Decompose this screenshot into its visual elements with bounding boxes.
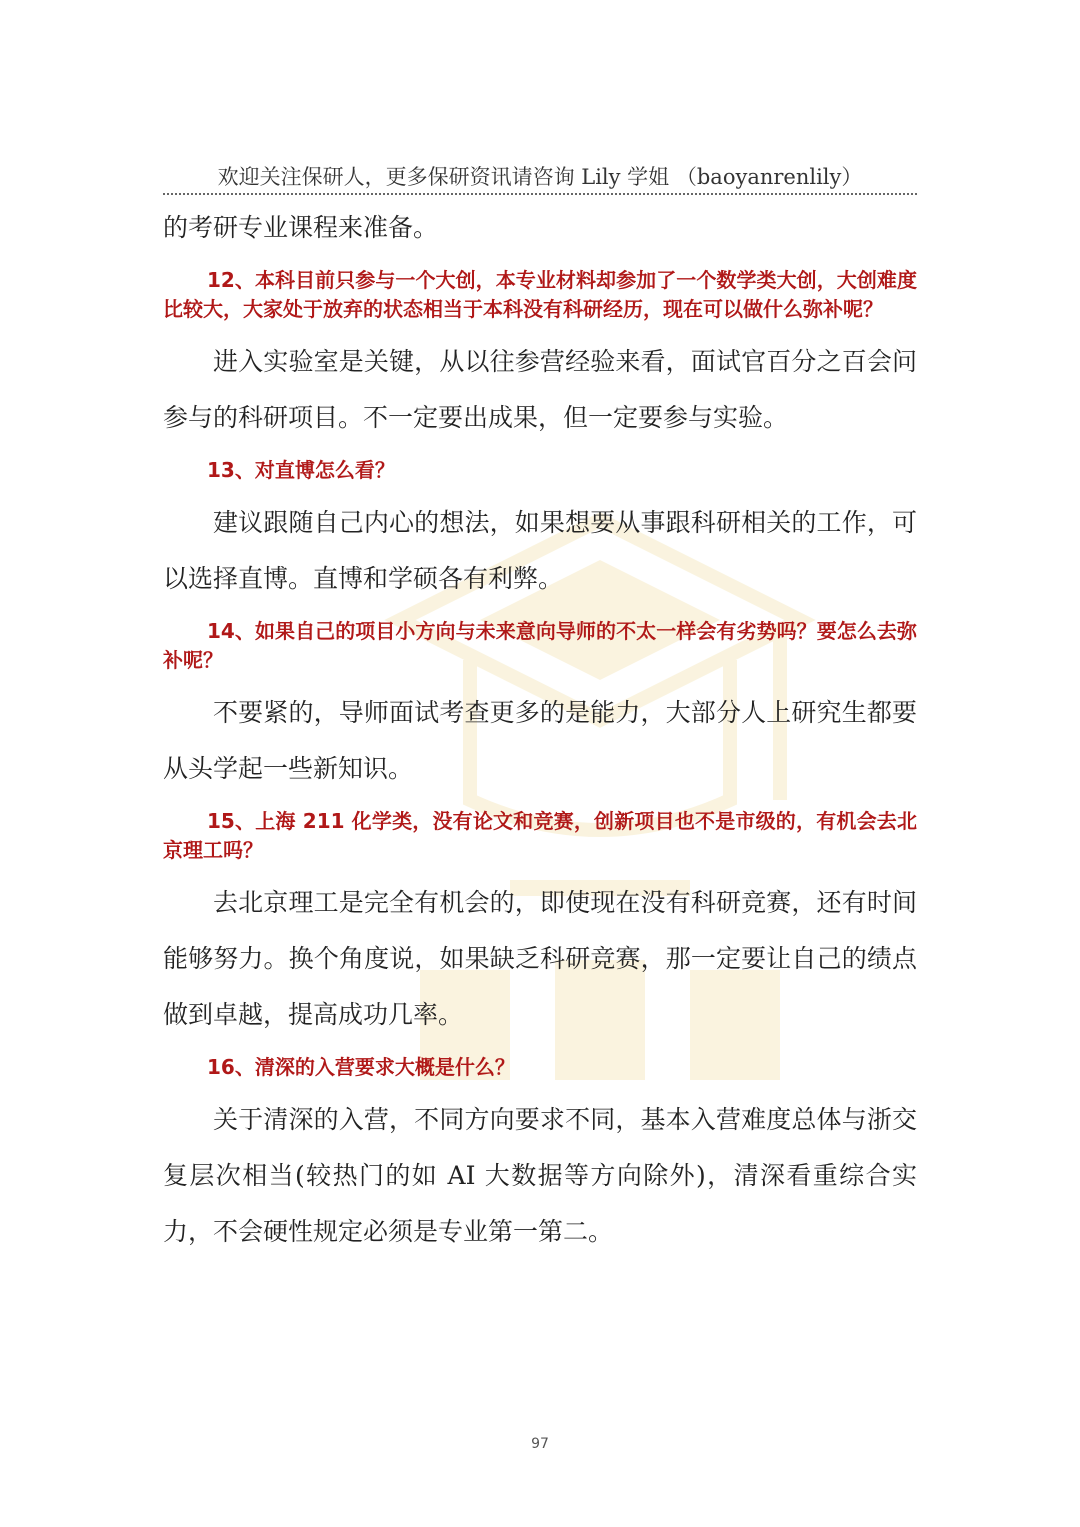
question-15: 15、上海 211 化学类，没有论文和竞赛，创新项目也不是市级的，有机会去北京理工吗？ xyxy=(163,809,917,862)
page-header: 欢迎关注保研人，更多保研资讯请咨询 Lily 学姐 （baoyanrenlily） xyxy=(217,165,863,189)
question-14: 14、如果自己的项目小方向与未来意向导师的不太一样会有劣势吗？要怎么去弥补呢？ xyxy=(163,619,917,672)
answer-14: 不要紧的，导师面试考查更多的是能力，大部分人上研究生都要从头学起一些新知识。 xyxy=(163,698,917,783)
page-number: 97 xyxy=(531,1436,549,1452)
answer-12: 进入实验室是关键，从以往参营经验来看，面试官百分之百会问参与的科研项目。不一定要出成果，但一定要参与实验。 xyxy=(163,347,917,432)
header-divider xyxy=(163,193,917,195)
intro-paragraph: 的考研专业课程来准备。 xyxy=(163,213,439,242)
question-16: 16、清深的入营要求大概是什么？ xyxy=(207,1055,515,1079)
page-content xyxy=(163,200,917,1260)
answer-16: 关于清深的入营，不同方向要求不同，基本入营难度总体与浙交复层次相当(较热门的如 AI 大数据等方向除外)，清深看重综合实力，不会硬性规定必须是专业第一第二。 xyxy=(163,1105,917,1246)
question-12: 12、本科目前只参与一个大创，本专业材料却参加了一个数学类大创，大创难度比较大，大家处于放弃的状态相当于本科没有科研经历，现在可以做什么弥补呢？ xyxy=(163,268,917,321)
answer-13: 建议跟随自己内心的想法，如果想要从事跟科研相关的工作，可以选择直博。直博和学硕各有利弊。 xyxy=(163,508,917,593)
answer-15: 去北京理工是完全有机会的，即使现在没有科研竞赛，还有时间能够努力。换个角度说，如果缺乏科研竞赛，那一定要让自己的绩点做到卓越，提高成功几率。 xyxy=(163,888,917,1029)
question-13: 13、对直博怎么看？ xyxy=(207,458,395,482)
